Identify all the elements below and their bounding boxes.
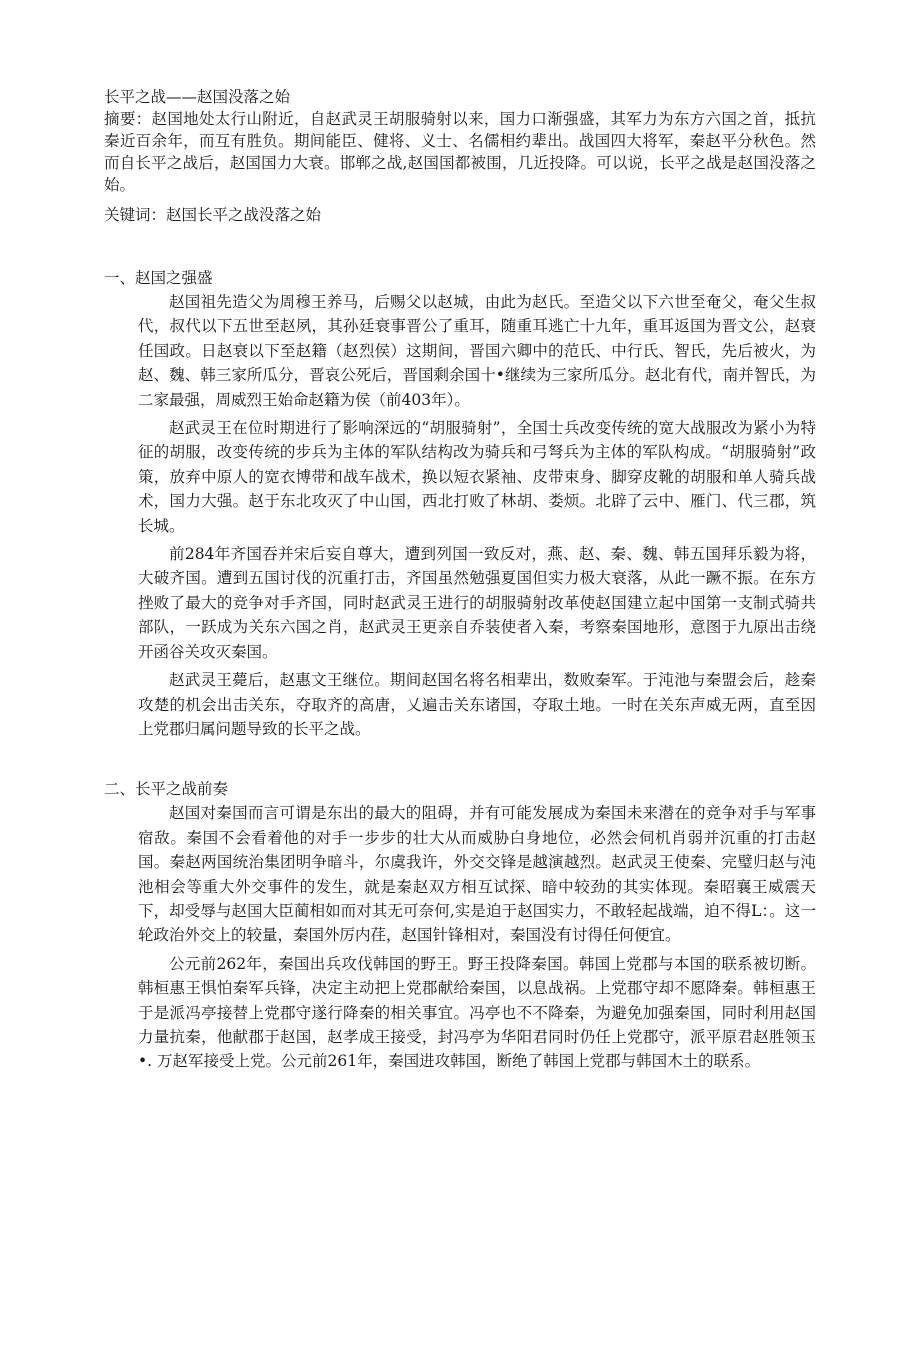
section-2: [104, 777, 816, 1073]
section-heading: 二、长平之战前奏: [104, 780, 229, 799]
paragraph: 赵国祖先造父为周穆王养马，后赐父以赵城，由此为赵氏。至造父以下六世至奄父，奄父生叔代，叔代以下五世至赵夙，其孙廷衰事晋公了重耳，随重耳逃亡十九年，重耳返国为晋文公，赵衰任国政。日赵衰以下至赵籍（赵烈侯）这期间，晋国六卿中的范氏、中行氏、智氏，先后被火，为赵、魏、韩三家所瓜分，晋哀公死后，晋国剩余国十•继续为三家所瓜分。赵北有代，南并智氏，为二家最强，周威烈王始命赵籍为侯（前403年）。: [138, 293, 816, 409]
paragraph: 赵武灵王薨后，赵惠文王继位。期间赵国名将名相辈出，数败秦军。于沌池与秦盟会后，趁秦攻楚的机会出击关东，夺取齐的高唐，乂遍击关东诸国，夺取土地。一时在关东声威无两，直至因上党郡归属问题导致的长平之战。: [138, 671, 816, 738]
abstract-text: 摘要：赵国地处太行山附近，自赵武灵王胡服骑射以来，国力口渐强盛，其军力为东方六国之首，抵抗秦近百余年，而互有胜负。期间能臣、健将、义士、名儒相约辈出。战国四大将军，秦赵平分秋色。然而自长平之战后，赵国国力大衰。邯郸之战,赵国国都被围，几近投降。可以说，长平之战是赵国没落之始。: [104, 110, 816, 194]
keywords-text: 关键词：赵国长平之战没落之始: [104, 206, 322, 224]
paragraph: 赵国对秦国而言可谓是东出的最大的阻碍，并有可能发展成为秦国未来潜在的竞争对手与军事宿敌。秦国不会看着他的对手一步步的壮大从而威胁白身地位，必然会伺机肖弱并沉重的打击赵国。秦赵两国统治集团明争暗斗，尔虞我许，外交交锋是越演越烈。赵武灵王使秦、完璧归赵与沌池相会等重大外交事件的发生，就是秦赵双方相互试探、暗中较劲的其实体现。秦昭襄王威震天下，却受辱与赵国大臣蔺相如而对其无可奈何,实是迫于赵国实力，不敢轻起战端，迫不得L：。这一轮政治外交上的较量，秦国外厉内荏，赵国针锋相对，秦国没有讨得任何便宜。: [138, 804, 816, 945]
section-body: [104, 290, 816, 741]
section-heading: 一、赵国之强盛: [104, 269, 213, 287]
document-page: [104, 86, 816, 1074]
paragraph: 赵武灵王在位时期进行了影响深远的“胡服骑射”，全国士兵改变传统的宽大战服改为紧小为特征的胡服，改变传统的步兵为主体的军队结构改为骑兵和弓弩兵为主体的军队构成。“胡服骑射”政策，放弃中原人的宽衣博带和战车战术，换以短衣紧袖、皮带束身、脚穿皮靴的胡服和单人骑兵战术，国力大强。赵于东北攻灭了中山国，西北打败了林胡、娄烦。北辟了云中、雁门、代三郡，筑长城。: [138, 419, 816, 535]
paragraph: 公元前262年，秦国出兵攻伐韩国的野王。野王投降秦国。韩国上党郡与本国的联系被切断。韩桓惠王惧怕秦军兵锋，决定主动把上党郡献给秦国，以息战祸。上党郡守却不愿降秦。韩桓惠王于是派冯亭接替上党郡守遂行降秦的相关事宜。冯亭也不不降秦，为避免加强秦国，同时利用赵国力量抗秦，他献郡于赵国，赵孝成王接受，封冯亭为华阳君同时仍任上党郡守，派平原君赵胜领玉•. 万赵军接受上党。公元前261年，秦国进攻韩国，断绝了韩国上党郡与韩国木土的联系。: [138, 954, 816, 1071]
document-title: 长平之战——赵国没落之始: [104, 88, 291, 106]
paragraph: 前284年齐国吞并宋后妄自尊大，遭到列国一致反对，燕、赵、秦、魏、韩五国拜乐毅为将，大破齐国。遭到五国讨伐的沉重打击，齐国虽然勉强夏国但实力极大衰落，从此一蹶不振。在东方挫败了最大的竞争对手齐国，同时赵武灵王进行的胡服骑射改革使赵国建立起中国第一支制式骑共部队，一跃成为关东六国之肖，赵武灵王更亲自乔装使者入秦，考察秦国地形，意图于九原出击绕开函谷关攻灭秦国。: [138, 545, 816, 661]
section-body: [104, 801, 816, 1073]
section-1: [104, 266, 816, 741]
